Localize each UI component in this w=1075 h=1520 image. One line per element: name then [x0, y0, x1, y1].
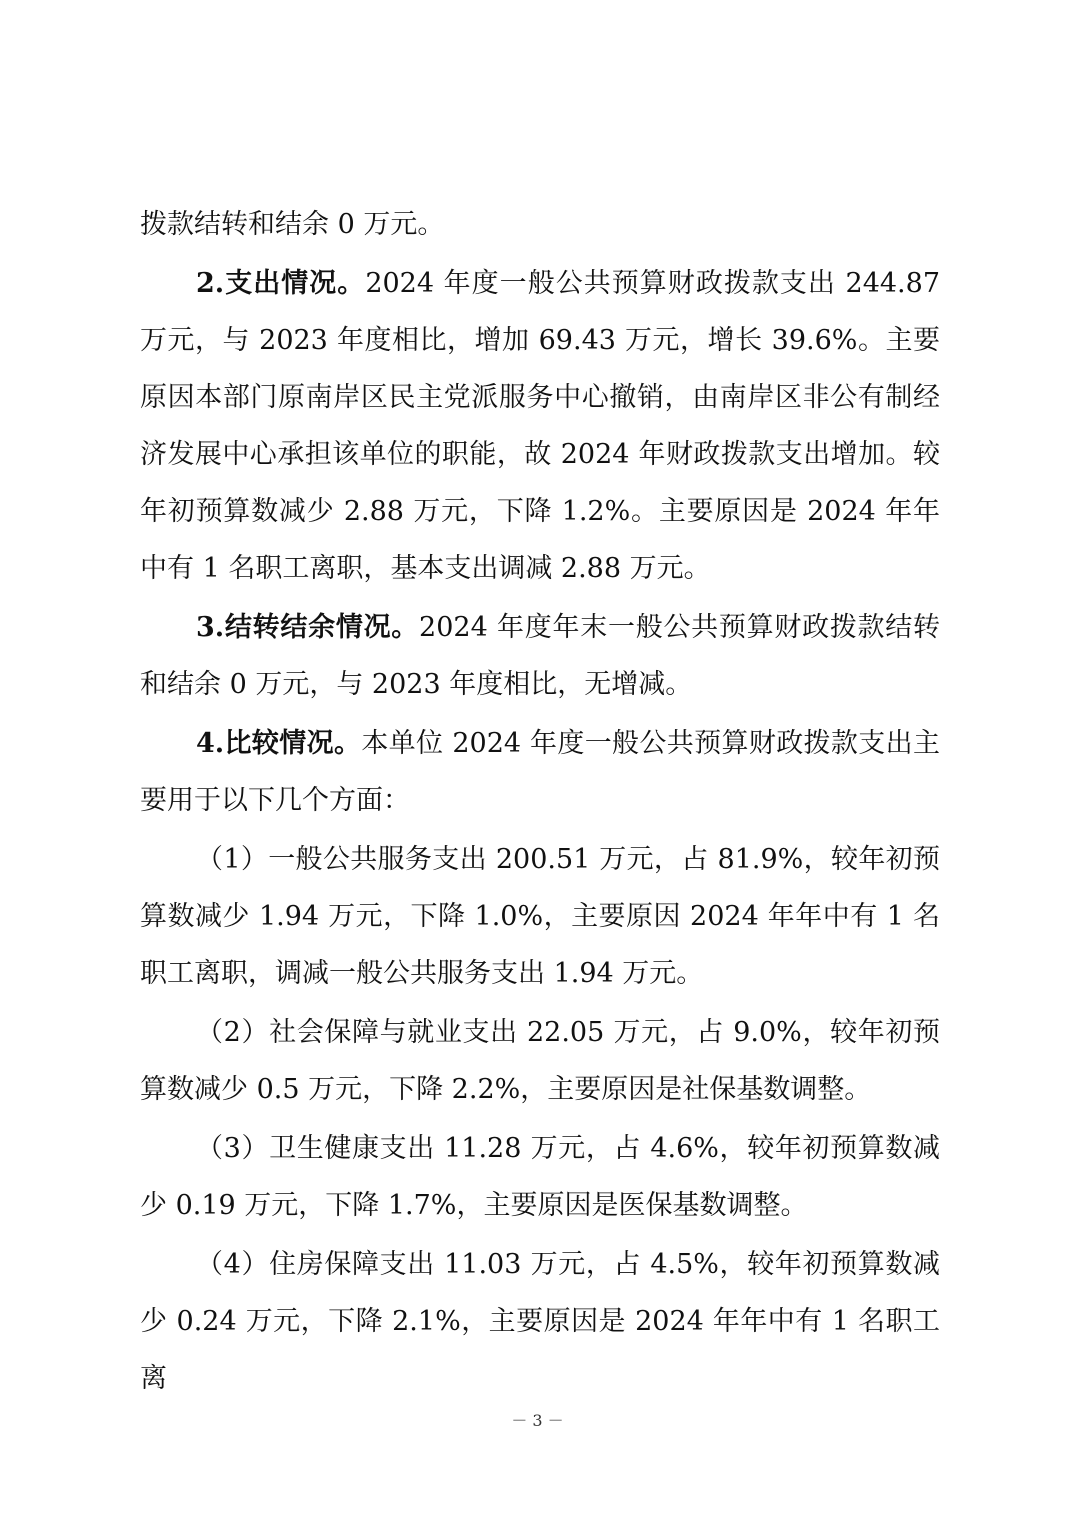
paragraph-2 — [140, 255, 940, 597]
list-item-3 — [140, 1120, 940, 1234]
section-heading-expenditure: 2.支出情况。 — [196, 268, 366, 299]
paragraph-1-text: 拨款结转和结余 0 万元。 — [140, 209, 445, 240]
page-number: － 3 － — [511, 1411, 564, 1430]
paragraph-3-text: 2024 年度年末一般公共预算财政拨款结转和结余 0 万元，与 2023 年度相比，无增减。 — [140, 612, 941, 700]
list-item-2 — [140, 1004, 940, 1118]
paragraph-3 — [140, 599, 940, 713]
list-item-4 — [140, 1236, 940, 1407]
list-item-4-text: （4）住房保障支出 11.03 万元，占 4.5%，较年初预算数减少 0.24 万元，下降 2.1%，主要原因是 2024 年年中有 1 名职工离 — [140, 1249, 940, 1394]
list-item-2-text: （2）社会保障与就业支出 22.05 万元，占 9.0%，较年初预算数减少 0.5 万元，下降 2.2%，主要原因是社保基数调整。 — [140, 1017, 940, 1105]
list-item-1-text: （1）一般公共服务支出 200.51 万元，占 81.9%，较年初预算数减少 1.94 万元，下降 1.0%，主要原因 2024 年年中有 1 名职工离职，调减一般公共服务支出 1.94 万元。 — [140, 844, 940, 989]
paragraph-4-text: 本单位 2024 年度一般公共预算财政拨款支出主要用于以下几个方面： — [140, 728, 940, 816]
list-item-3-text: （3）卫生健康支出 11.28 万元，占 4.6%，较年初预算数减少 0.19 万元，下降 1.7%，主要原因是医保基数调整。 — [140, 1133, 940, 1221]
list-item-1 — [140, 831, 940, 1002]
paragraph-2-text: 2024 年度一般公共预算财政拨款支出 244.87 万元，与 2023 年度相比，增加 69.43 万元，增长 39.6%。主要原因本部门原南岸区民主党派服务中心撤销，由南岸区非公有制经济发展中心承担该单位的职能，故 2024 年财政拨款支出增加。较年初预算数减少 2.88 万元，下降 1.2%。主要原因是 2024 年年中有 1 名职工离职，基本支出调减 2.88 万元。 — [140, 268, 940, 584]
paragraph-4 — [140, 715, 940, 829]
section-heading-carryover: 3.结转结余情况。 — [196, 612, 420, 643]
document-body — [140, 196, 940, 1407]
paragraph-1 — [140, 196, 940, 253]
section-heading-comparison: 4.比较情况。 — [196, 728, 362, 759]
